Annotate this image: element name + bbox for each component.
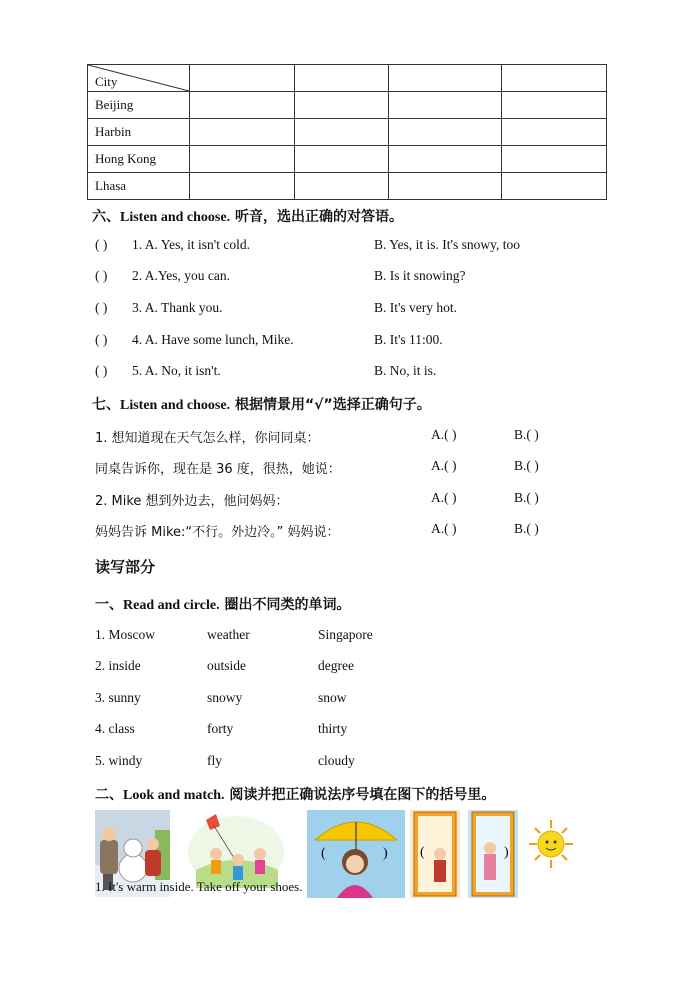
word-item[interactable]: thirty xyxy=(318,721,348,736)
picture-bracket-open: ( xyxy=(321,846,326,861)
section6-title xyxy=(92,206,403,226)
sun-picture xyxy=(527,818,575,870)
section-title-cn: 听音，选出正确的对答语。 xyxy=(234,209,403,225)
table-row xyxy=(88,119,607,146)
word-item[interactable]: 5. windy xyxy=(95,753,143,768)
picture-bracket-close: ) xyxy=(504,845,509,860)
kite-picture xyxy=(186,810,286,890)
option-a: 5. A. No, it isn't. xyxy=(132,363,221,378)
part1-title xyxy=(95,594,350,614)
table-cell[interactable] xyxy=(295,92,389,119)
answer-bracket[interactable]: ( ) xyxy=(95,300,108,315)
section-title-en: Look and match. xyxy=(123,788,225,803)
city-cell: Lhasa xyxy=(88,173,190,200)
section-number: 七、 xyxy=(92,397,120,413)
choice-a-bracket[interactable]: A.( ) xyxy=(431,427,457,442)
table-cell[interactable] xyxy=(295,146,389,173)
corner-cell xyxy=(88,65,190,92)
option-a: 3. A. Thank you. xyxy=(132,300,223,315)
word-item[interactable]: 1. Moscow xyxy=(95,627,155,642)
table-row xyxy=(88,173,607,200)
table-cell[interactable] xyxy=(190,146,295,173)
table-cell[interactable] xyxy=(389,173,502,200)
choice-a-bracket[interactable]: A.( ) xyxy=(431,521,457,536)
situation-question: 1. 想知道现在天气怎么样，你问同桌： xyxy=(95,431,320,446)
option-a: 2. A.Yes, you can. xyxy=(132,268,231,283)
part2-title xyxy=(95,784,495,804)
table-cell[interactable] xyxy=(502,173,607,200)
table-cell[interactable] xyxy=(502,119,607,146)
word-item[interactable]: Singapore xyxy=(318,627,373,642)
word-item[interactable]: snow xyxy=(318,690,347,705)
door-picture-right xyxy=(468,810,518,898)
situation-question: 同桌告诉你，现在是 36 度，很热，她说： xyxy=(95,462,341,477)
table-cell[interactable] xyxy=(190,65,295,92)
option-a: 1. A. Yes, it isn't cold. xyxy=(132,237,250,252)
choice-a-bracket[interactable]: A.( ) xyxy=(431,458,457,473)
section-title-cn: 阅读并把正确说法序号填在图下的括号里。 xyxy=(229,787,496,803)
section7-title xyxy=(92,394,431,414)
table-row xyxy=(88,146,607,173)
word-item[interactable]: 3. sunny xyxy=(95,690,141,705)
table-cell[interactable] xyxy=(295,173,389,200)
choice-b-bracket[interactable]: B.( ) xyxy=(514,521,539,536)
table-cell[interactable] xyxy=(502,92,607,119)
table-cell[interactable] xyxy=(295,119,389,146)
picture-bracket-close: ) xyxy=(383,846,388,861)
corner-label: City xyxy=(95,74,118,89)
situation-question: 妈妈告诉 Mike:“不行。外边冷。” 妈妈说： xyxy=(95,525,340,540)
word-item[interactable]: 2. inside xyxy=(95,658,141,673)
table-header-row xyxy=(88,65,607,92)
city-cell: Hong Kong xyxy=(88,146,190,173)
choice-a-bracket[interactable]: A.( ) xyxy=(431,490,457,505)
word-item[interactable]: forty xyxy=(207,721,234,736)
table-cell[interactable] xyxy=(190,119,295,146)
city-cell: Harbin xyxy=(88,119,190,146)
table-cell[interactable] xyxy=(389,119,502,146)
table-cell[interactable] xyxy=(190,92,295,119)
answer-bracket[interactable]: ( ) xyxy=(95,237,108,252)
umbrella-picture xyxy=(307,810,405,898)
section-number: 二、 xyxy=(95,787,123,803)
reading-writing-heading: 读写部分 xyxy=(95,558,156,576)
section-title-cn: 圈出不同类的单词。 xyxy=(224,597,351,613)
option-b: B. It's very hot. xyxy=(374,300,458,315)
table-cell[interactable] xyxy=(502,65,607,92)
word-item[interactable]: degree xyxy=(318,658,354,673)
picture-bracket-open: ( xyxy=(420,845,425,860)
table-cell[interactable] xyxy=(389,146,502,173)
option-b: B. Yes, it is. It's snowy, too xyxy=(374,237,520,252)
situation-question: 2. Mike 想到外边去，他问妈妈： xyxy=(95,494,289,509)
table-cell[interactable] xyxy=(190,173,295,200)
section-number: 一、 xyxy=(95,597,123,613)
door-picture-left xyxy=(410,810,460,898)
word-item[interactable]: fly xyxy=(207,753,222,768)
word-item[interactable]: 4. class xyxy=(95,721,135,736)
word-item[interactable]: cloudy xyxy=(318,753,355,768)
answer-bracket[interactable]: ( ) xyxy=(95,268,108,283)
option-b: B. Is it snowing? xyxy=(374,268,466,283)
section-title-en: Listen and choose. xyxy=(120,210,231,225)
choice-b-bracket[interactable]: B.( ) xyxy=(514,458,539,473)
choice-b-bracket[interactable]: B.( ) xyxy=(514,490,539,505)
option-b: B. It's 11:00. xyxy=(374,332,443,347)
word-item[interactable]: snowy xyxy=(207,690,243,705)
answer-bracket[interactable]: ( ) xyxy=(95,363,108,378)
table-cell[interactable] xyxy=(389,92,502,119)
table-cell[interactable] xyxy=(389,65,502,92)
answer-bracket[interactable]: ( ) xyxy=(95,332,108,347)
choice-b-bracket[interactable]: B.( ) xyxy=(514,427,539,442)
table-cell[interactable] xyxy=(295,65,389,92)
section-title-en: Read and circle. xyxy=(123,598,220,613)
match-sentence: 1. It's warm inside. Take off your shoes. xyxy=(95,879,303,894)
option-a: 4. A. Have some lunch, Mike. xyxy=(132,332,294,347)
table-cell[interactable] xyxy=(502,146,607,173)
table-row xyxy=(88,92,607,119)
city-cell: Beijing xyxy=(88,92,190,119)
section-title-cn: 根据情景用“√”选择正确句子。 xyxy=(234,397,431,413)
word-item[interactable]: outside xyxy=(207,658,246,673)
weather-table xyxy=(87,64,607,200)
section-title-en: Listen and choose. xyxy=(120,398,231,413)
option-b: B. No, it is. xyxy=(374,363,437,378)
section-number: 六、 xyxy=(92,209,120,225)
word-item[interactable]: weather xyxy=(207,627,250,642)
